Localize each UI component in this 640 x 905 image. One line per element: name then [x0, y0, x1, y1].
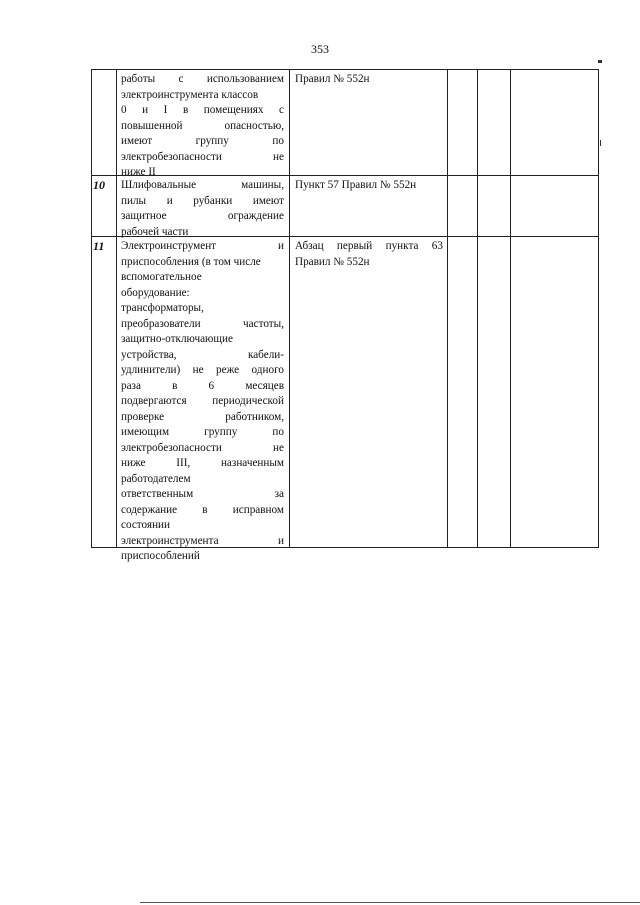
requirement-text: удлинители) не реже одного: [121, 364, 284, 376]
requirement-text: имеют группу по: [121, 135, 284, 147]
requirement-text: электроинструмента классов: [121, 88, 259, 101]
scan-dot: [598, 60, 602, 63]
table-border: [91, 69, 92, 548]
requirement-text: приспособлений: [121, 550, 200, 562]
reference-line: Правил № 552н: [295, 255, 370, 268]
table-border: [477, 69, 478, 548]
requirement-text: вспомогательное: [121, 271, 202, 283]
requirement-text: работы с использованием: [121, 73, 284, 85]
table-row: [121, 178, 284, 240]
page-number: 353: [311, 42, 329, 56]
requirement-text: защитно-отключающие: [121, 333, 233, 345]
requirement-text: Шлифовальные машины,: [121, 179, 284, 191]
requirement-text: электробезопасности не: [121, 441, 284, 454]
reference-text: Пункт 57 Правил № 552н: [295, 179, 417, 191]
reference-text: Правил № 552н: [295, 73, 370, 85]
scan-bottom-edge: [140, 902, 640, 903]
requirement-text: оборудование:: [121, 286, 190, 299]
requirement-text: Электроинструмент и: [121, 240, 284, 252]
requirement-text: устройства, кабели-: [121, 348, 284, 361]
table-border: [447, 69, 448, 548]
requirement-text: проверке работником,: [121, 410, 284, 423]
requirement-text: подвергаются периодической: [121, 395, 284, 407]
requirement-text: рабочей части: [121, 225, 189, 238]
row-number: 11: [93, 239, 105, 253]
requirement-text: содержание в исправном: [121, 503, 284, 516]
requirement-text: электробезопасности не: [121, 150, 284, 163]
requirement-text: состоянии: [121, 519, 171, 531]
table-border: [91, 69, 599, 70]
requirement-text: 0 и I в помещениях с: [121, 104, 284, 116]
requirement-text: ниже II: [121, 166, 156, 178]
requirement-text: электроинструмента и: [121, 534, 284, 547]
requirement-text: раза в 6 месяцев: [121, 379, 284, 392]
requirement-text: ниже III, назначенным: [121, 457, 284, 469]
table-row: [121, 239, 284, 565]
requirement-text: пилы и рубанки имеют: [121, 194, 284, 207]
scan-tick: [600, 140, 601, 146]
requirement-text: повышенной опасностью,: [121, 119, 284, 132]
row-number: 10: [93, 178, 105, 192]
requirement-text: ответственным за: [121, 488, 284, 500]
table-border: [289, 69, 290, 548]
reference-line: Абзац первый пункта 63: [295, 240, 443, 252]
table-border: [510, 69, 511, 548]
requirement-text: имеющим группу по: [121, 426, 284, 438]
table-border: [598, 69, 599, 548]
table-row: [121, 72, 284, 181]
requirement-text: трансформаторы,: [121, 302, 204, 314]
requirement-text: защитное ограждение: [121, 210, 284, 222]
requirement-text: преобразователи частоты,: [121, 317, 284, 330]
table-border: [116, 69, 117, 548]
requirement-text: работодателем: [121, 472, 191, 485]
requirement-text: приспособления (в том числе: [121, 255, 261, 268]
reference-text: [295, 239, 443, 270]
